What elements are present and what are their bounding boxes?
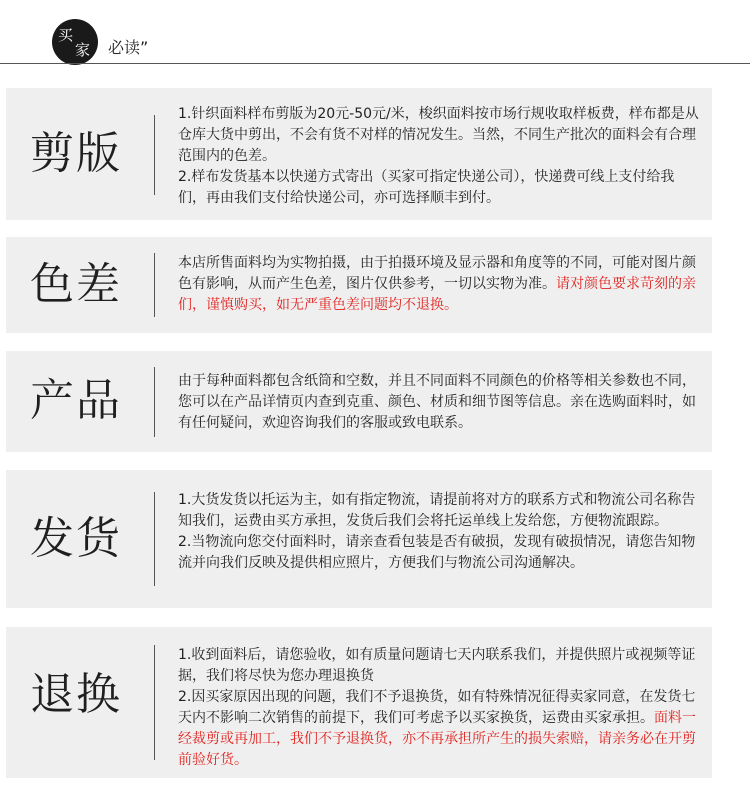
section-paragraph — [178, 253, 702, 316]
paragraph-text: 1.针织面料样布剪版为20元-50元/米，梭织面料按市场行规收取样板费，样布都是从仓库大货中剪出，不会有货不对样的情况发生。当然，不同生产批次的面料会有合理范围内的色差。 — [178, 106, 699, 164]
section-paragraph — [178, 687, 702, 771]
section-body — [178, 371, 702, 434]
paragraph-text: 2.因买家原因出现的问题，我们不予退换货，如有特殊情况征得卖家同意，在发货七天内不影响二次销售的前提下，我们可考虑予以买家换货，运费由买家承担。 — [178, 689, 696, 726]
header-rule — [0, 63, 750, 64]
section-title: 色差 — [30, 259, 122, 310]
paragraph-warning: 面料一经裁剪或再加工，我们不予退换货，亦不再承担所产生的损失索赔，请亲务必在开剪前验好货。 — [178, 710, 696, 768]
section-paragraph — [178, 371, 702, 434]
section-divider — [154, 367, 155, 437]
section-title: 剪版 — [30, 128, 122, 179]
section-shipping — [6, 470, 712, 608]
section-body — [178, 645, 702, 771]
paragraph-text: 由于每种面料都包含纸筒和空数，并且不同面料不同颜色的价格等相关参数也不同，您可以在产品详情页内查到克重、颜色、材质和细节图等信息。亲在选购面料时，如有任何疑问，欢迎咨询我们的客服或致电联系。 — [178, 373, 696, 431]
section-color-difference — [6, 237, 712, 333]
paragraph-text: 本店所售面料均为实物拍摄，由于拍摄环境及显示器和角度等的不同，可能对图片颜色有影响，从而产生色差，图片仅供参考，一切以实物为准。 — [178, 255, 696, 292]
section-title: 产品 — [30, 375, 122, 426]
section-title: 退换 — [30, 669, 122, 720]
section-divider — [154, 253, 155, 317]
section-paragraph — [178, 490, 702, 532]
page-header — [0, 0, 750, 80]
section-paragraph — [178, 532, 702, 574]
buyer-badge-char-1: 买 — [58, 26, 74, 44]
section-paragraph — [178, 645, 702, 687]
section-paragraph — [178, 167, 702, 209]
buyer-badge — [52, 19, 98, 65]
section-body — [178, 253, 702, 316]
paragraph-text: 1.收到面料后，请您验收，如有质量问题请七天内联系我们，并提供照片或视频等证据，我们将尽快为您办理退换货 — [178, 647, 696, 684]
section-product — [6, 351, 712, 452]
header-subtitle: 必读” — [108, 38, 149, 57]
section-divider — [154, 115, 155, 195]
section-body — [178, 490, 702, 574]
section-body — [178, 104, 702, 209]
section-paragraph — [178, 104, 702, 167]
paragraph-warning: 请对颜色要求苛刻的亲们，谨慎购买，如无严重色差问题均不退换。 — [178, 276, 696, 313]
section-cut-sample — [6, 88, 712, 220]
section-title: 发货 — [30, 513, 122, 564]
section-returns — [6, 627, 712, 778]
paragraph-text: 2.样布发货基本以快递方式寄出（买家可指定快递公司），快递费可线上支付给我们，再由我们支付给快递公司，亦可选择顺丰到付。 — [178, 169, 675, 206]
paragraph-text: 2.当物流向您交付面料时，请亲查看包装是否有破损，发现有破损情况，请您告知物流并向我们反映及提供相应照片，方便我们与物流公司沟通解决。 — [178, 534, 696, 571]
section-divider — [154, 645, 155, 760]
paragraph-text: 1.大货发货以托运为主，如有指定物流，请提前将对方的联系方式和物流公司名称告知我们，运费由买方承担，发货后我们会将托运单线上发给您，方便物流跟踪。 — [178, 492, 696, 529]
section-divider — [154, 492, 155, 586]
buyer-badge-char-2: 家 — [75, 41, 91, 59]
